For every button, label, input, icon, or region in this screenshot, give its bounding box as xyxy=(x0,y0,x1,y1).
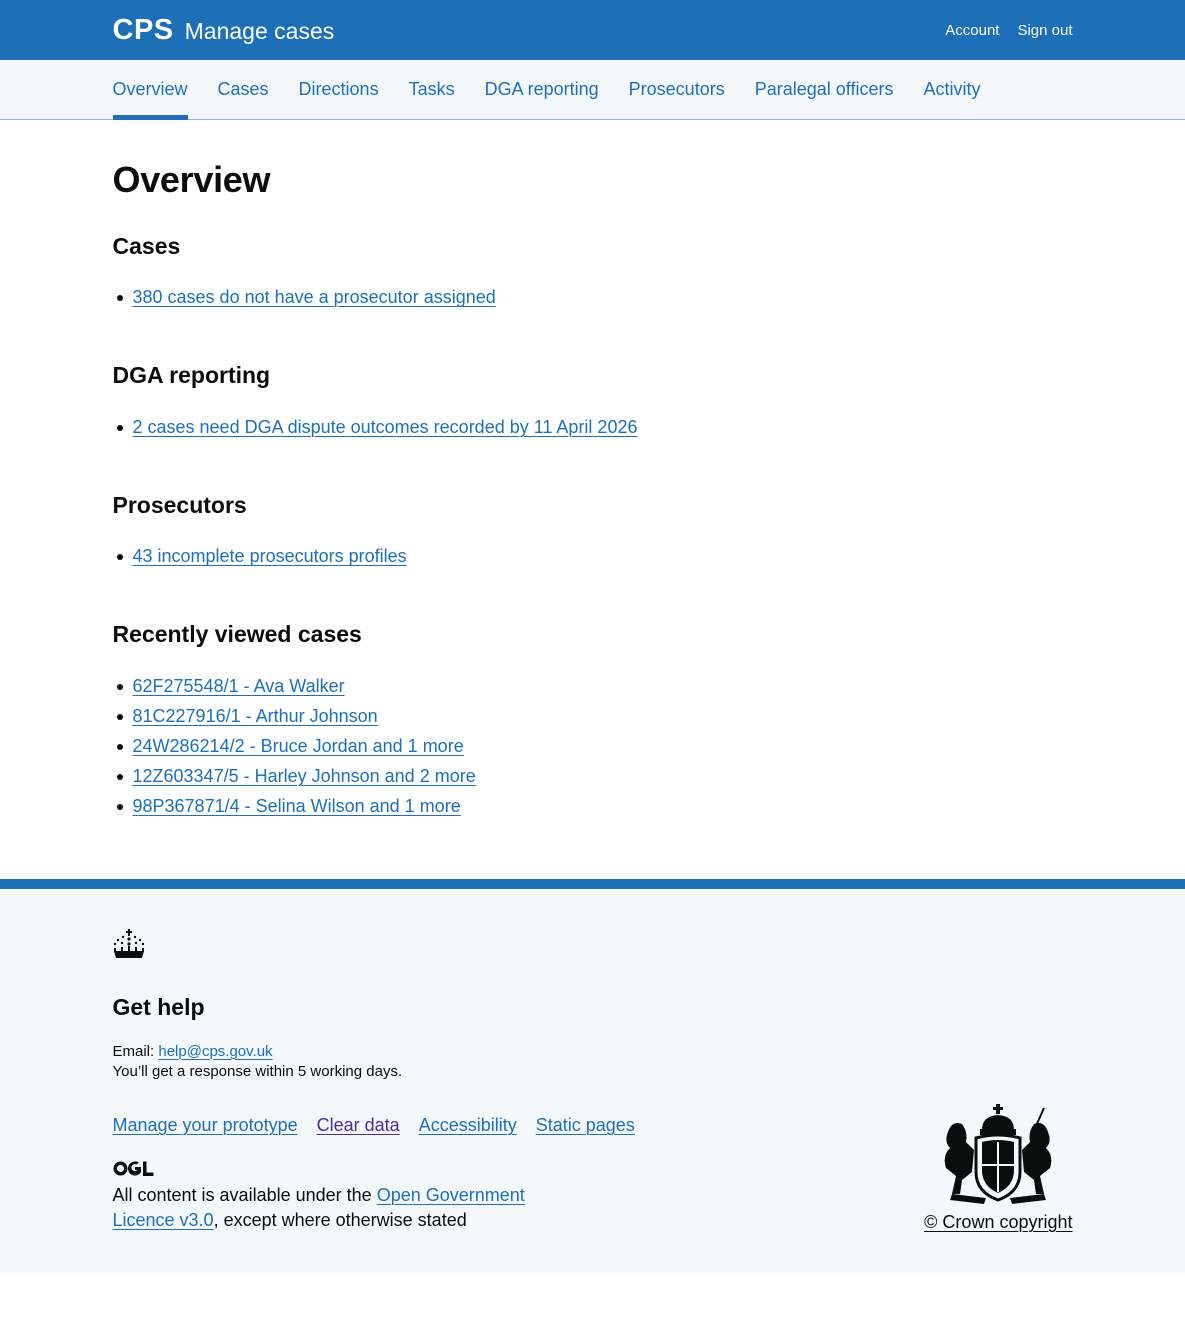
crown-copyright-link[interactable]: © Crown copyright xyxy=(924,1211,1073,1232)
brand[interactable] xyxy=(113,14,335,47)
account-navigation xyxy=(945,22,1072,39)
nav-item-directions[interactable] xyxy=(299,60,379,119)
list-item xyxy=(113,761,1073,791)
nav-link-dga-reporting[interactable]: DGA reporting xyxy=(484,79,599,99)
nav-item-dga-reporting[interactable] xyxy=(485,60,599,119)
dga-outcomes-link[interactable]: 2 cases need DGA dispute outcomes recorded by 11 April 2026 xyxy=(132,416,638,437)
nav-link-prosecutors[interactable]: Prosecutors xyxy=(628,79,725,99)
nav-link-directions[interactable]: Directions xyxy=(298,79,379,99)
prosecutors-section xyxy=(113,492,1073,572)
royal-coat-of-arms-icon xyxy=(938,1102,1058,1206)
clear-data-link[interactable]: Clear data xyxy=(316,1114,400,1135)
section-heading: Cases xyxy=(112,232,181,259)
nav-link-cases[interactable]: Cases xyxy=(217,79,269,99)
copyright-block xyxy=(924,1102,1072,1233)
recent-cases-list xyxy=(113,671,1073,821)
cases-list xyxy=(113,282,1073,312)
dga-reporting-section xyxy=(113,362,1073,442)
footer-links xyxy=(113,1115,635,1136)
nav-link-overview[interactable]: Overview xyxy=(112,79,188,99)
cps-logo[interactable]: CPS xyxy=(112,13,174,46)
licence-prefix: All content is available under the xyxy=(112,1184,372,1205)
nav-item-activity[interactable] xyxy=(923,60,980,119)
manage-prototype-link[interactable]: Manage your prototype xyxy=(112,1114,298,1135)
static-pages-link[interactable]: Static pages xyxy=(535,1114,635,1135)
section-heading: Recently viewed cases xyxy=(112,621,362,648)
sign-out-link[interactable]: Sign out xyxy=(1017,21,1073,39)
main-content xyxy=(113,120,1073,879)
incomplete-profiles-link[interactable]: 43 incomplete prosecutors profiles xyxy=(132,546,407,567)
list-item xyxy=(113,791,1073,821)
recent-case-link[interactable]: 98P367871/4 - Selina Wilson and 1 more xyxy=(132,795,461,816)
cases-section xyxy=(113,233,1073,313)
dga-list xyxy=(113,412,1073,442)
crown-icon xyxy=(113,929,145,959)
recent-case-link[interactable]: 81C227916/1 - Arthur Johnson xyxy=(132,705,378,726)
nav-item-overview[interactable] xyxy=(113,60,188,119)
list-item xyxy=(113,412,1073,442)
section-heading: DGA reporting xyxy=(112,362,271,389)
help-email-line xyxy=(113,1042,1073,1062)
help-email-link[interactable]: help@cps.gov.uk xyxy=(158,1042,273,1060)
nav-item-cases[interactable] xyxy=(218,60,269,119)
ogl-licence-link[interactable]: Open Government Licence v3.0 xyxy=(112,1184,525,1230)
site-footer xyxy=(0,879,1185,1273)
email-label: Email: xyxy=(112,1042,155,1060)
list-item xyxy=(113,701,1073,731)
footer-meta xyxy=(113,1102,1073,1233)
recent-case-link[interactable]: 24W286214/2 - Bruce Jordan and 1 more xyxy=(132,735,464,756)
primary-navigation xyxy=(0,60,1185,120)
nav-item-prosecutors[interactable] xyxy=(629,60,725,119)
nav-link-paralegal-officers[interactable]: Paralegal officers xyxy=(754,79,894,99)
unassigned-cases-link[interactable]: 380 cases do not have a prosecutor assigned xyxy=(132,287,496,308)
list-item xyxy=(113,671,1073,701)
footer-meta-left xyxy=(113,1115,635,1233)
prosecutors-list xyxy=(113,541,1073,571)
nav-item-tasks[interactable] xyxy=(409,60,455,119)
recent-case-link[interactable]: 62F275548/1 - Ava Walker xyxy=(132,675,345,696)
licence-text xyxy=(113,1183,543,1233)
service-name[interactable]: Manage cases xyxy=(184,17,335,44)
nav-link-tasks[interactable]: Tasks xyxy=(408,79,455,99)
account-link[interactable]: Account xyxy=(945,21,1000,39)
recently-viewed-section xyxy=(113,621,1073,821)
section-heading: Prosecutors xyxy=(112,491,247,518)
accessibility-link[interactable]: Accessibility xyxy=(418,1114,517,1135)
list-item xyxy=(113,731,1073,761)
nav-link-activity[interactable]: Activity xyxy=(923,79,981,99)
recent-case-link[interactable]: 12Z603347/5 - Harley Johnson and 2 more xyxy=(132,765,476,786)
ogl-logo-icon xyxy=(113,1160,154,1177)
site-header xyxy=(0,0,1185,60)
list-item xyxy=(113,541,1073,571)
list-item xyxy=(113,282,1073,312)
licence-suffix: , except where otherwise stated xyxy=(213,1209,467,1230)
page-title: Overview xyxy=(112,159,271,200)
get-help-heading: Get help xyxy=(112,993,205,1020)
nav-item-paralegal-officers[interactable] xyxy=(755,60,894,119)
response-time-text: You’ll get a response within 5 working days. xyxy=(112,1062,403,1080)
